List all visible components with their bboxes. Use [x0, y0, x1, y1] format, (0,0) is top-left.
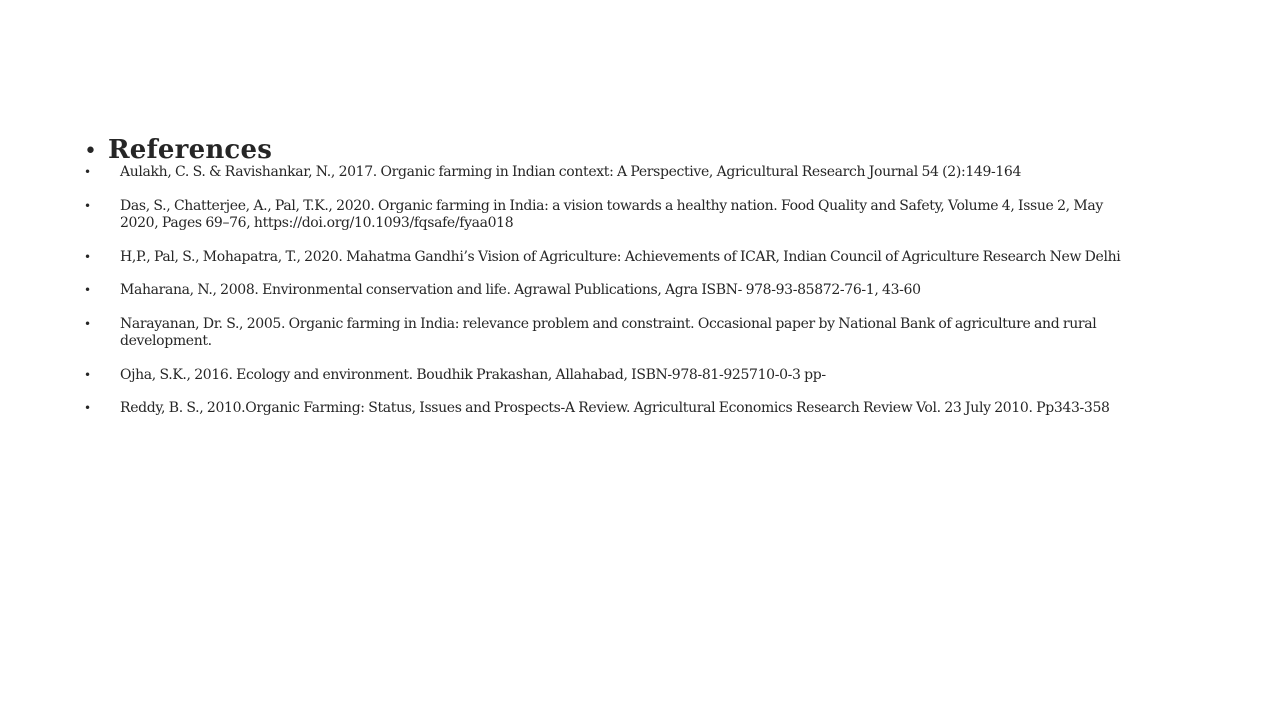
- bullet-icon: •: [84, 198, 92, 213]
- bullet-icon: •: [84, 367, 92, 382]
- reference-item: [84, 367, 1124, 385]
- slide-title: References: [108, 135, 273, 165]
- reference-item: [84, 282, 1124, 300]
- reference-item: [84, 400, 1124, 418]
- reference-item: [84, 164, 1124, 182]
- reference-text: Das, S., Chatterjee, A., Pal, T.K., 2020. Organic farming in India: a vision towards a healthy nation. Food Quality and Safety, Volume 4, Issue 2, May 2020, Pages 69–76, https://doi.org/10.1093/fqsafe/fyaa018: [120, 197, 1103, 231]
- reference-text: Narayanan, Dr. S., 2005. Organic farming in India: relevance problem and constraint. Occasional paper by National Bank of agriculture and rural development.: [120, 315, 1097, 349]
- bullet-icon: •: [84, 401, 92, 415]
- bullet-icon: •: [84, 165, 92, 179]
- references-list: [84, 164, 1124, 434]
- reference-item: [84, 249, 1124, 267]
- reference-item: [84, 198, 1124, 233]
- heading-bullet-icon: •: [84, 139, 97, 164]
- bullet-icon: •: [84, 249, 92, 264]
- bullet-icon: •: [84, 283, 92, 297]
- reference-text: Maharana, N., 2008. Environmental conservation and life. Agrawal Publications, Agra ISBN- 978-93-85872-76-1, 43-60: [120, 282, 921, 298]
- references-heading: [84, 134, 272, 168]
- reference-text: Reddy, B. S., 2010.Organic Farming: Status, Issues and Prospects-A Review. Agricultural Economics Research Review Vol. 23 July 2010. Pp343-358: [120, 400, 1110, 416]
- reference-text: H,P., Pal, S., Mohapatra, T., 2020. Mahatma Gandhi’s Vision of Agriculture: Achievements of ICAR, Indian Council of Agriculture Research New Delhi: [120, 248, 1121, 265]
- reference-text: Ojha, S.K., 2016. Ecology and environment. Boudhik Prakashan, Allahabad, ISBN-978-81-925710-0-3 pp-: [120, 366, 826, 383]
- reference-text: Aulakh, C. S. & Ravishankar, N., 2017. Organic farming in Indian context: A Perspective, Agricultural Research Journal 54 (2):149-164: [120, 164, 1022, 180]
- reference-item: [84, 316, 1124, 351]
- bullet-icon: •: [84, 316, 92, 331]
